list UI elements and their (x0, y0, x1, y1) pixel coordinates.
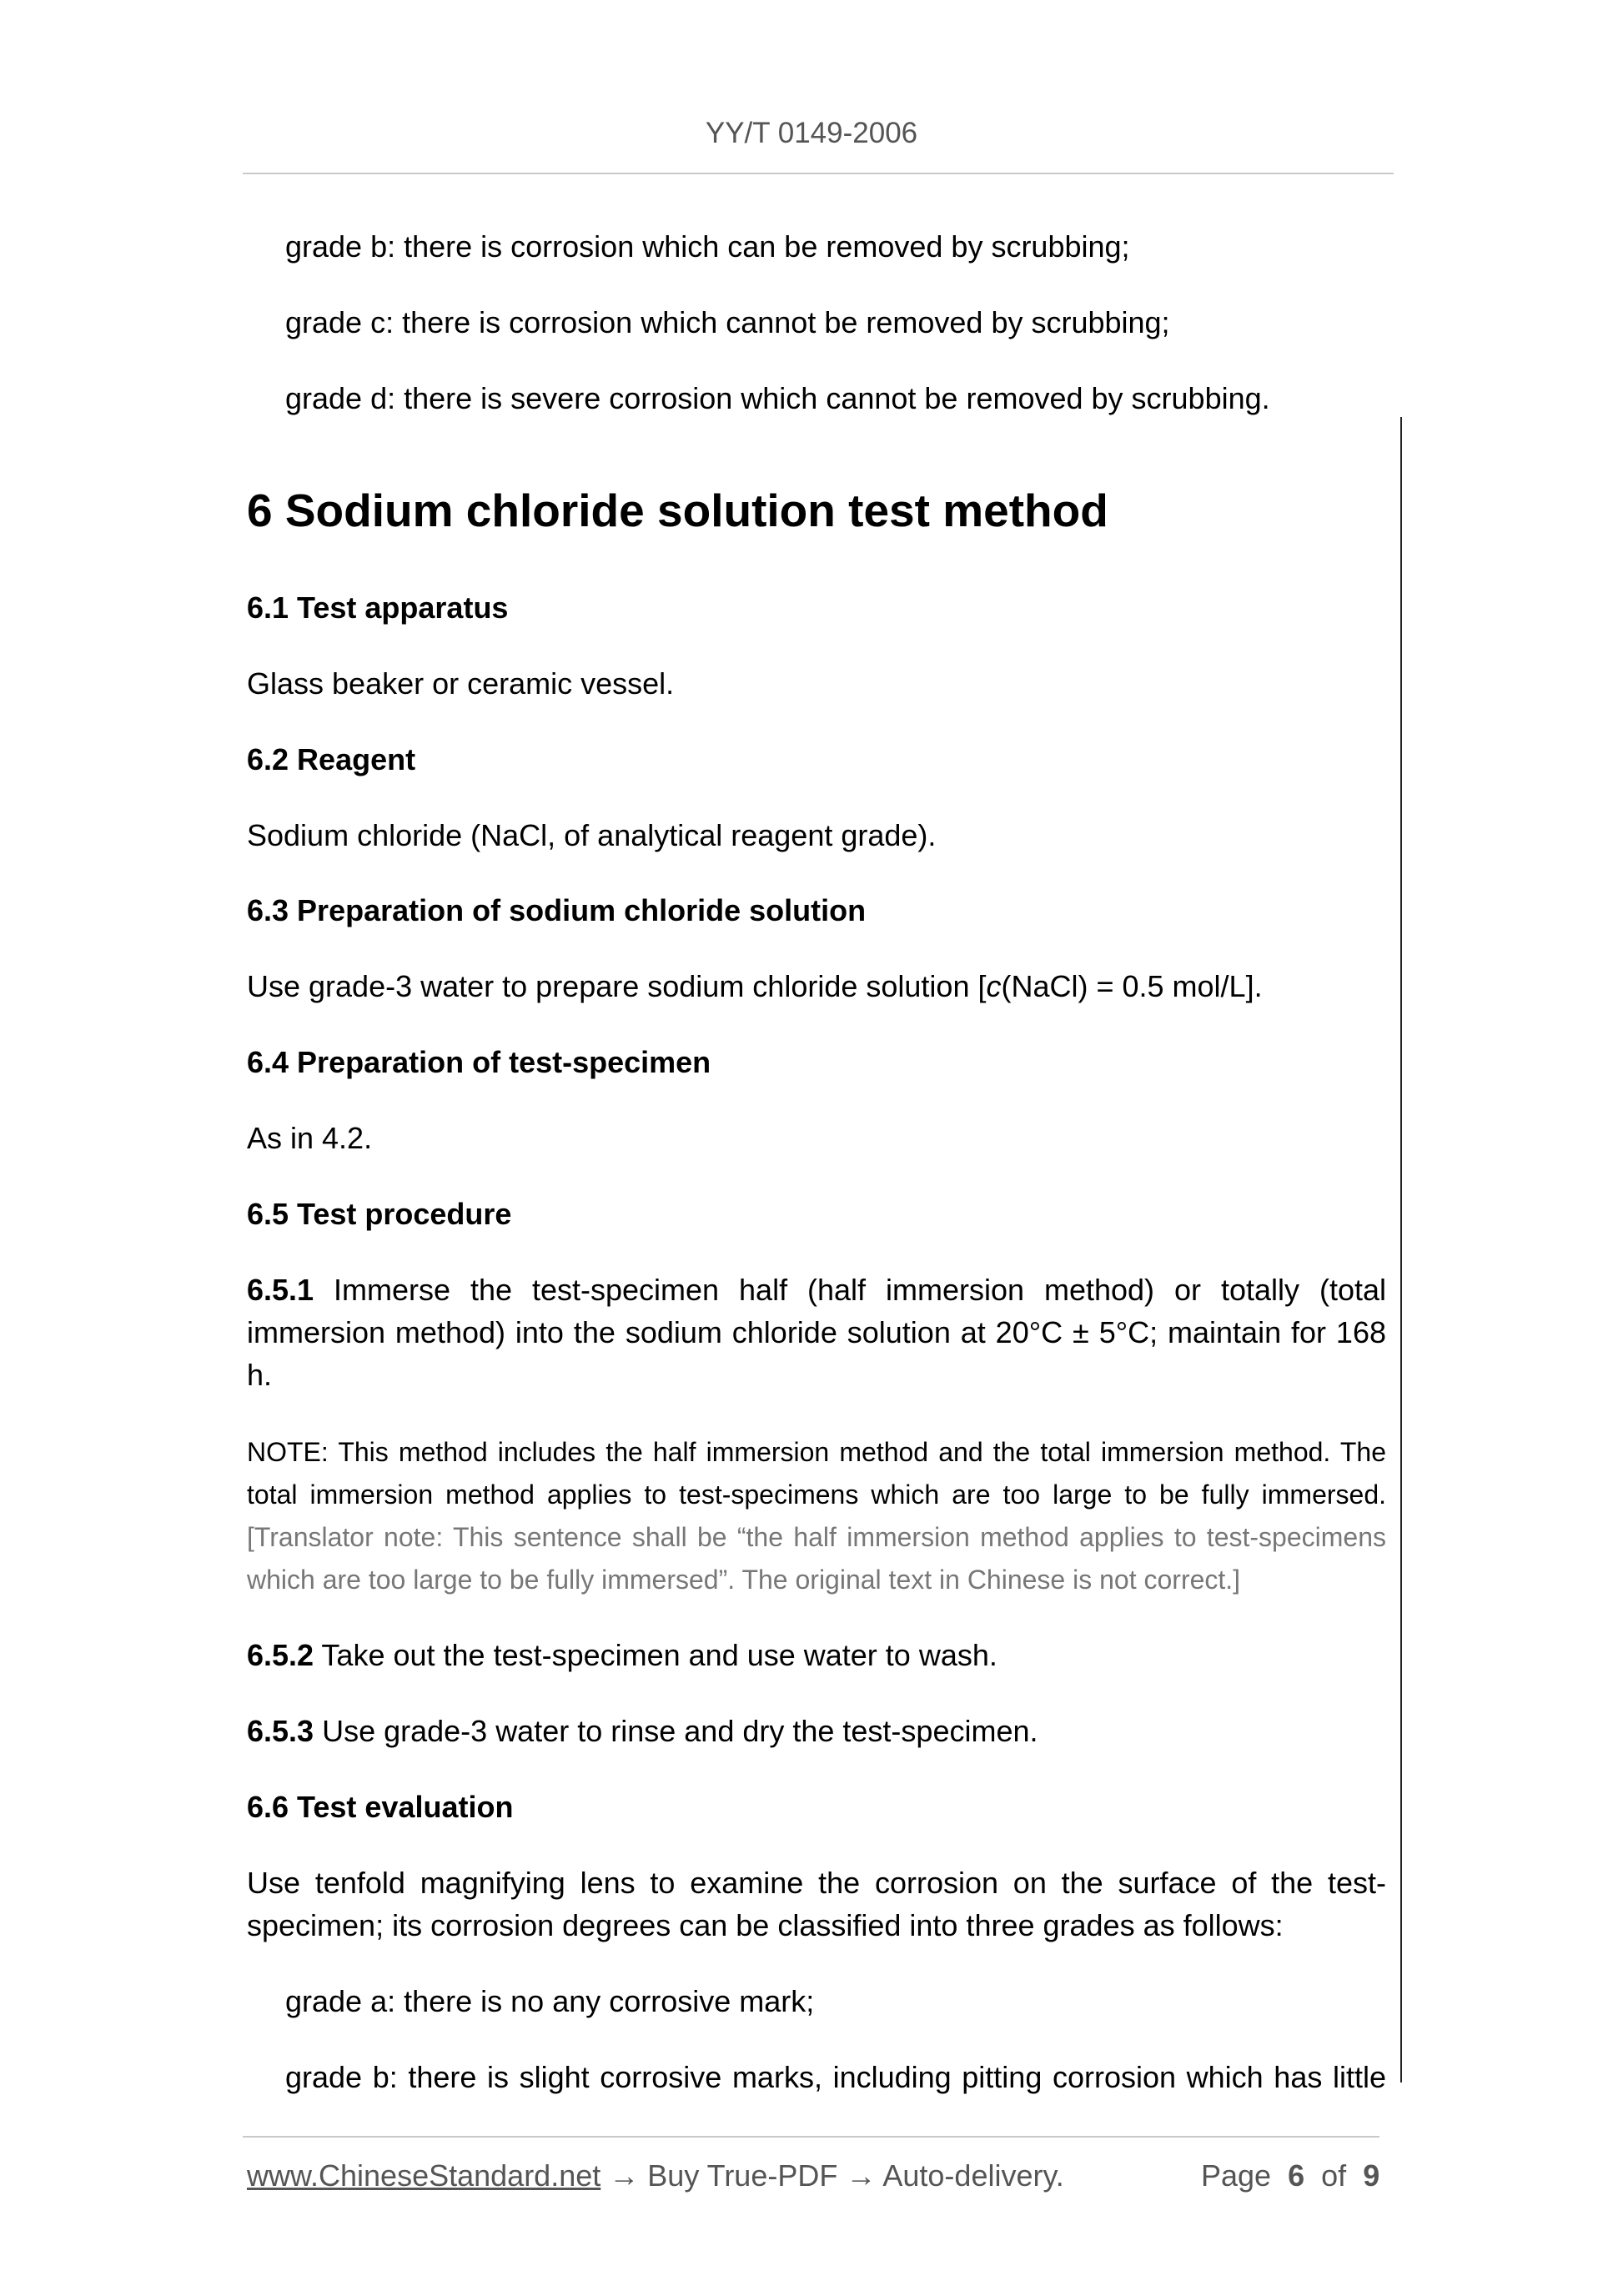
subsection-6-5-title: 6.5 Test procedure (247, 1197, 512, 1231)
subsection-6-3-title: 6.3 Preparation of sodium chloride solution (247, 893, 867, 927)
subsection-6-4-text: As in 4.2. (247, 1121, 373, 1155)
page-label: Page (1201, 2158, 1272, 2193)
note (247, 1431, 1386, 1601)
change-bar (1400, 417, 1402, 2082)
header-divider (243, 173, 1394, 174)
clause-text: Immerse the test-specimen half (half immersion method) or totally (total immersion method) into the sodium chloride solution at 20°C ± 5°C; maintain for 168 h. (247, 1273, 1386, 1392)
auto-delivery: Auto-delivery. (882, 2158, 1064, 2193)
list-item-grade-a: grade a: there is no any corrosive mark; (285, 1984, 815, 2018)
subsection-6-2-title: 6.2 Reagent (247, 742, 416, 776)
clause-6-5-1 (247, 1269, 1386, 1396)
total-pages: 9 (1363, 2158, 1380, 2193)
clause-6-5-2 (247, 1634, 1386, 1676)
subsection-6-4-title: 6.4 Preparation of test-specimen (247, 1045, 711, 1079)
header-doc-id: YY/T 0149-2006 (705, 117, 918, 149)
list-item-grade-b-slight: grade b: there is slight corrosive marks, including pitting corrosion which has little (285, 2060, 1386, 2094)
subsection-6-2-text: Sodium chloride (NaCl, of analytical reagent grade). (247, 818, 937, 852)
website-link[interactable]: www.ChineseStandard.net (247, 2158, 601, 2193)
note-text: NOTE: This method includes the half immersion method and the total immersion method. The total immersion method applies to test-specimens which are too large to be fully immersed. (247, 1437, 1386, 1510)
list-item-grade-b: grade b: there is corrosion which can be removed by scrubbing; (285, 229, 1130, 264)
clause-text: Take out the test-specimen and use water to wash. (314, 1638, 997, 1672)
italic-c: c (986, 969, 1002, 1003)
arrow-icon: → (846, 2158, 877, 2193)
translator-note: [Translator note: This sentence shall be “the half immersion method applies to test-specimens which are too large to be fully immersed”. The original text in Chinese is not correct.] (247, 1522, 1386, 1595)
list-item-grade-c: grade c: there is corrosion which cannot be removed by scrubbing; (285, 305, 1170, 339)
list-item-grade-d: grade d: there is severe corrosion which cannot be removed by scrubbing. (285, 381, 1270, 415)
clause-number: 6.5.2 (247, 1638, 314, 1672)
section-title: 6 Sodium chloride solution test method (247, 485, 1108, 536)
subsection-6-6-title: 6.6 Test evaluation (247, 1790, 514, 1824)
text-before: Use grade-3 water to prepare sodium chloride solution [ (247, 969, 987, 1003)
clause-6-5-3 (247, 1710, 1386, 1752)
clause-number: 6.5.3 (247, 1714, 314, 1748)
clause-number: 6.5.1 (247, 1273, 314, 1307)
clause-text: Use grade-3 water to rinse and dry the test-specimen. (314, 1714, 1038, 1748)
footer-links (247, 2156, 1064, 2196)
text-after: (NaCl) = 0.5 mol/L]. (1001, 969, 1263, 1003)
subsection-6-1-title: 6.1 Test apparatus (247, 590, 509, 625)
subsection-6-6-text: Use tenfold magnifying lens to examine the corrosion on the surface of the test-specimen; its corrosion degrees can be classified into three grades as follows: (247, 1866, 1386, 1942)
arrow-icon: → (609, 2158, 640, 2193)
of-label: of (1321, 2158, 1347, 2193)
page-indicator (1201, 2156, 1379, 2196)
buy-true-pdf: Buy True-PDF (647, 2158, 838, 2193)
subsection-6-3-text (247, 965, 1386, 1007)
subsection-6-1-text: Glass beaker or ceramic vessel. (247, 666, 675, 701)
page-number: 6 (1288, 2158, 1305, 2193)
footer-divider (243, 2136, 1379, 2138)
